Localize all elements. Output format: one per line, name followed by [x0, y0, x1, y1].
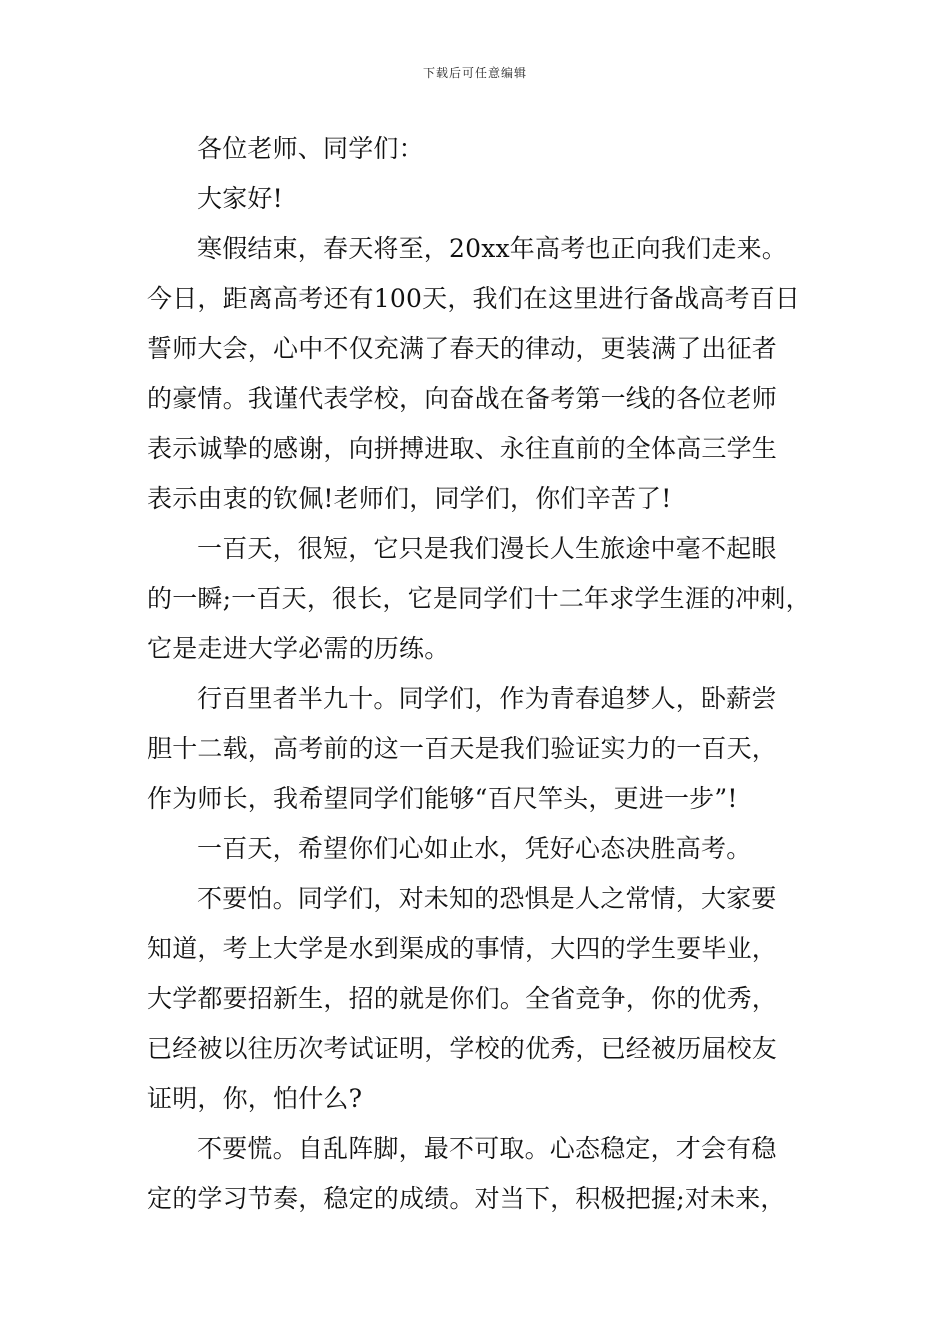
page-header: 下载后可任意编辑: [422, 66, 527, 80]
text-line: 胆十二载，高考前的这一百天是我们验证实力的一百天，: [147, 734, 778, 763]
text-line: 表示诚挚的感谢，向拼搏进取、永往直前的全体高三学生: [147, 434, 778, 463]
text-line: 行百里者半九十。同学们，作为青春追梦人，卧薪尝: [197, 684, 777, 713]
text-line: 的一瞬;一百天，很长，它是同学们十二年求学生涯的冲刺，: [147, 584, 811, 613]
text-line: 大学都要招新生，招的就是你们。全省竞争，你的优秀，: [147, 984, 778, 1013]
text-line: 寒假结束，春天将至，20xx年高考也正向我们走来。: [197, 234, 788, 263]
text-line: 作为师长，我希望同学们能够“百尺竿头，更进一步”!: [147, 784, 738, 813]
text-line: 表示由衷的钦佩!老师们，同学们，你们辛苦了!: [147, 484, 672, 513]
text-line: 它是走进大学必需的历练。: [147, 634, 450, 663]
text-line: 知道，考上大学是水到渠成的事情，大四的学生要毕业，: [147, 934, 778, 963]
text-line: 一百天，希望你们心如止水，凭好心态决胜高考。: [197, 834, 752, 863]
text-line: 定的学习节奏，稳定的成绩。对当下，积极把握;对未来，: [147, 1184, 786, 1213]
text-line: 一百天，很短，它只是我们漫长人生旅途中毫不起眼: [197, 534, 777, 563]
text-line: 的豪情。我谨代表学校，向奋战在备考第一线的各位老师: [147, 384, 778, 413]
text-line: 大家好!: [197, 184, 283, 213]
text-line: 誓师大会，心中不仅充满了春天的律动，更装满了出征者: [147, 334, 778, 363]
text-line: 证明，你，怕什么?: [147, 1084, 363, 1113]
text-line: 不要怕。同学们，对未知的恐惧是人之常情，大家要: [197, 884, 777, 913]
text-line: 今日，距离高考还有100天，我们在这里进行备战高考百日: [147, 284, 801, 313]
text-line: 已经被以往历次考试证明，学校的优秀，已经被历届校友: [147, 1034, 778, 1063]
text-line: 不要慌。自乱阵脚，最不可取。心态稳定，才会有稳: [197, 1134, 777, 1163]
text-line: 各位老师、同学们：: [197, 134, 424, 163]
